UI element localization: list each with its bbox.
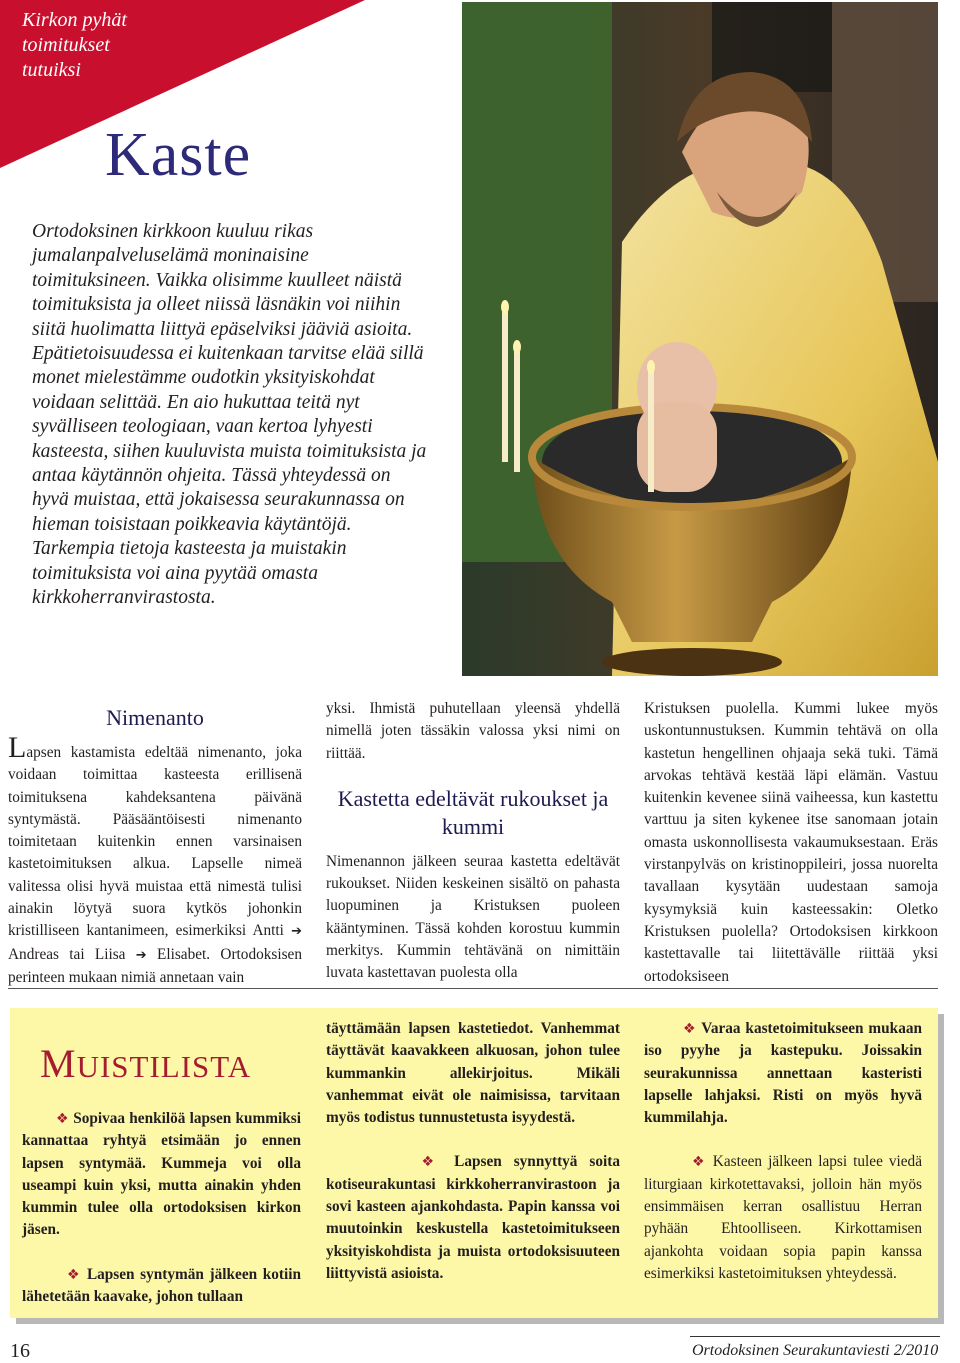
bullet-diamond-icon: ❖ xyxy=(421,1154,443,1171)
banner-line-1: Kirkon pyhät xyxy=(22,9,127,31)
column-3 xyxy=(644,698,938,988)
column3-text: Kristuksen puolella. Kummi lukee myös uskontunnustuksen. Kummin tehtävä on olla kastetun hengellinen ohjaaja sekä tuki. Tämä arvokas tehtävä kestää läpi elämän. Vastuu kuitenkin kevenee siinä vaiheessa, kun kastettu varttuu ja siten kykenee itse sanomaan jotain omasta uskonnollisesta vakaumuksestaan. Eräs virstanpylväs on kristinoppileiri, jossa nuorelta tavallaan kysytään uudestaan samoja kysymyksiä kuin kasteessakin: Oletko Kristuksen puolella? Ortodoksisen kirkkoon kastettavalle tai liitettävälle riittää yksi ortodoksiseen xyxy=(644,700,938,985)
nimenanto-column xyxy=(8,704,302,989)
memo-item-4 xyxy=(644,1018,922,1129)
kummi-column xyxy=(326,698,620,985)
memo-column-3 xyxy=(644,1018,922,1285)
memo-title-rest: UISTILISTA xyxy=(76,1049,252,1084)
spacer xyxy=(22,1242,301,1264)
intro-paragraph: Ortodoksinen kirkkoon kuuluu rikas jumalanpalveluselämä moninaisine toimituksineen. Vaikka olisimme kuulleet näistä toimituksista ja olleet niissä läsnäkin voi niihin siitä huolimatta liittyä epäselviksi jääviä asioita. Epätietoisuudessa ei kuitenkaan tarvitse elää sillä monet mielestämme oudotkin yksityiskohdat voidaan selittää. En aio hukuttaa teitä nyt syvälliseen teologiaan, vaan kertoa lyhyesti kasteesta, siihen kuuluvista muista toimituksista ja antaa käytännön ohjeita. Tässä yhteydessä on hyvä muistaa, että jokaisessa seurakunnassa on hieman toisistaan poikkeavia käytäntöjä. Tarkempia tietoja kasteesta ja muistakin toimituksista voi aina pyytää omasta kirkkoherranvirastosta. xyxy=(32,221,427,609)
memo-item-2-text-a: Lapsen syntymän jälkeen kotiin lähetetään kaavake, johon tullaan xyxy=(22,1265,301,1306)
publication-name: Ortodoksinen Seurakuntaviesti 2/2010 xyxy=(692,1342,939,1359)
bullet-diamond-icon: ❖ xyxy=(66,1266,82,1283)
nimenanto-text-a: apsen kastamista edeltää nimenanto, joka voidaan toimittaa kasteesta erillisenä toimituksena kahdeksantena päivänä syntymästä. Pääsääntöisesti nimenanto toimitetaan kuitenkin ennen varsinaisen kastetoimituksen alkua. Lapselle nimeä valitessa olisi hyvä muistaa että nimestä tulisi ainakin löytyä suora kytkös johonkin kristilliseen kantanimeen, esimerkiksi Antti xyxy=(8,744,302,940)
memo-title-initial: M xyxy=(40,1041,77,1086)
memo-title xyxy=(40,1040,251,1087)
page-number: 16 xyxy=(10,1340,30,1362)
memo-column-2 xyxy=(326,1018,620,1285)
memo-item-5 xyxy=(644,1151,922,1285)
section-divider xyxy=(8,988,938,989)
memo-item-4-text: Varaa kastetoimitukseen mukaan iso pyyhe ja kastepuku. Joissakin seurakunnissa annettaan kasteristi lapselle lahjaksi. Risti on myös hyvä kummilahja. xyxy=(644,1020,922,1127)
section-heading-kummi: Kastetta edeltävät rukoukset ja kummi xyxy=(337,785,609,839)
bullet-diamond-icon: ❖ xyxy=(682,1021,697,1037)
banner-line-2: toimitukset xyxy=(22,34,110,56)
column2-text-a: yksi. Ihmistä puhutellaan yleensä yhdellä nimellä joten tässäkin valossa yksi nimi on riittää. xyxy=(326,700,620,762)
banner-text xyxy=(22,8,222,83)
column2-text-b: Nimenannon jälkeen seuraa kastetta edeltävät rukoukset. Niiden keskeinen sisältö on pahasta luopuminen ja Kristuksen puoleen kääntyminen. Tässä kohden korostuu kummin merkitys. Kummin tehtävänä on nimittäin luvata kastettavan puolesta olla xyxy=(326,852,620,982)
memo-item-2-continued: täyttämään lapsen kastetiedot. Vanhemmat täyttävät kaavakkeen alkuosan, johon tulee kummankin allekirjoitus. Mikäli vanhemmat eivät ole naimisissa, tarvitaan myös todistus tunnustetusta isyydestä. xyxy=(326,1020,620,1127)
memo-item-1-text: Sopivaa henkilöä lapsen kummiksi kannattaa ryhtyä etsimään jo ennen lapsen syntymää. Kummeja voi olla useampi kuin yksi, mutta ainakin yhden kummin tulee olla ortodoksisen kirkon jäsen. xyxy=(22,1110,302,1239)
arrow-right-icon: ➔ xyxy=(291,924,302,940)
footer-rule xyxy=(690,1336,940,1337)
spacer xyxy=(326,1129,620,1151)
memo-item-1 xyxy=(22,1108,301,1242)
nimenanto-text-b: Andreas tai Liisa xyxy=(8,945,126,963)
spacer xyxy=(644,1129,922,1151)
baptism-photo xyxy=(462,2,938,676)
section-heading-nimenanto: Nimenanto xyxy=(106,705,204,730)
memo-item-3 xyxy=(326,1151,620,1285)
nimenanto-paragraph xyxy=(8,731,302,989)
memo-column-1 xyxy=(22,1108,301,1308)
nimenanto-text-c: Elisabet. Ortodoksisen perinteen mukaan nimiä annetaan vain xyxy=(8,945,302,986)
memo-item-5-text: Kasteen jälkeen lapsi tulee viedä liturgiaan kirkotettavaksi, jolloin hän myös ensimmäisen kerran osallistuu Herran pyhään Ehtoolliseen. Kirkottamisen ajankohta voidaan sopia papin kanssa esimerkiksi kastetoimituksen yhteydessä. xyxy=(644,1153,922,1282)
bullet-diamond-icon: ❖ xyxy=(55,1111,69,1127)
arrow-right-icon: ➔ xyxy=(135,947,147,963)
bullet-diamond-icon: ❖ xyxy=(692,1154,707,1171)
drop-cap: L xyxy=(8,731,27,764)
article-title: Kaste xyxy=(105,121,252,189)
memo-item-2 xyxy=(22,1264,301,1309)
banner-line-3: tutuiksi xyxy=(22,59,81,81)
memo-item-3-text: Lapsen synnyttyä soita kotiseurakuntasi kirkkoherranvirastoon ja sovi kasteen ajankohdasta. Papin kanssa voi muutoinkin keskustella kastetoimitukseen yksityiskohdista ja muista ortodoksisuuteen liittyvistä asioista. xyxy=(326,1153,620,1282)
